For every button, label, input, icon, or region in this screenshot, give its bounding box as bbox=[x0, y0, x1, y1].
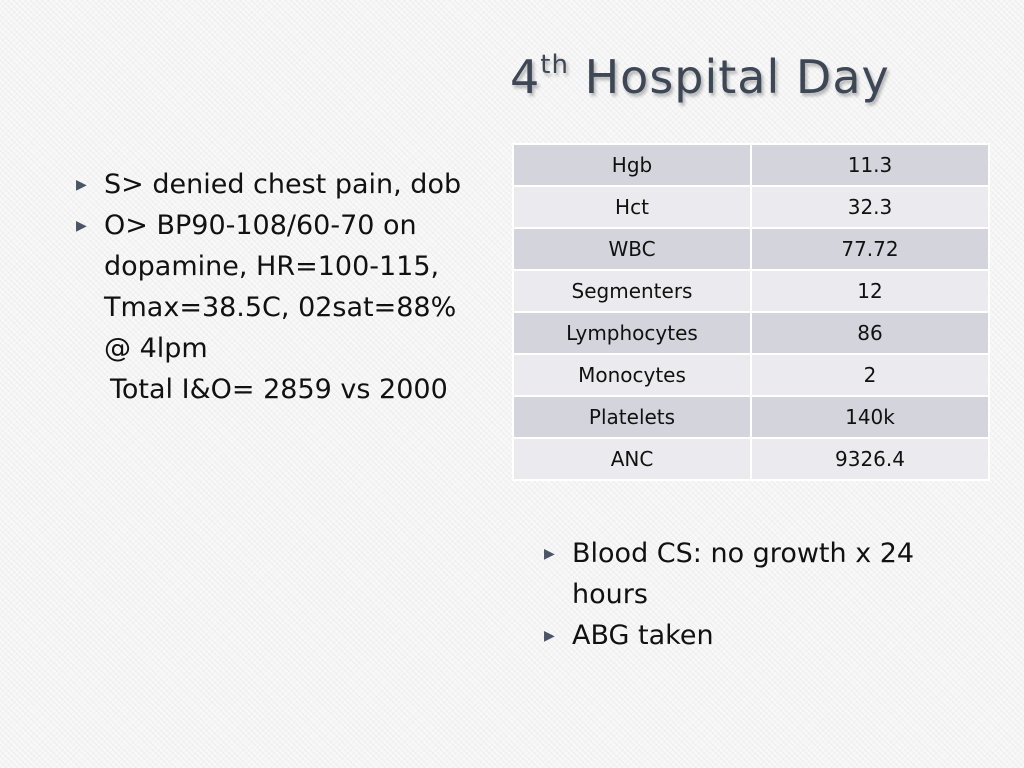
lab-value-cell: 77.72 bbox=[751, 228, 989, 270]
triangle-right-icon: ▶ bbox=[76, 177, 87, 193]
lab-value-cell: 2 bbox=[751, 354, 989, 396]
slide-title bbox=[510, 50, 890, 104]
lab-name-cell: Hgb bbox=[513, 144, 751, 186]
lab-name-cell: Monocytes bbox=[513, 354, 751, 396]
title-number: 4 bbox=[510, 50, 541, 104]
table-row bbox=[513, 270, 989, 312]
lab-value-cell: 9326.4 bbox=[751, 438, 989, 480]
lab-name-cell: Hct bbox=[513, 186, 751, 228]
table-row bbox=[513, 354, 989, 396]
bullet-text: ABG taken bbox=[572, 620, 714, 651]
table-row bbox=[513, 144, 989, 186]
left-bullet-list bbox=[76, 164, 476, 410]
table-row bbox=[513, 186, 989, 228]
lab-value-cell: 11.3 bbox=[751, 144, 989, 186]
lab-results-table bbox=[512, 143, 990, 481]
lab-value-cell: 12 bbox=[751, 270, 989, 312]
title-text: Hospital Day bbox=[584, 50, 890, 104]
triangle-right-icon: ▶ bbox=[544, 628, 555, 644]
title-superscript: th bbox=[540, 49, 569, 80]
lab-name-cell: Lymphocytes bbox=[513, 312, 751, 354]
lab-value-cell: 86 bbox=[751, 312, 989, 354]
lab-name-cell: Segmenters bbox=[513, 270, 751, 312]
lab-name-cell: ANC bbox=[513, 438, 751, 480]
table-row bbox=[513, 228, 989, 270]
triangle-right-icon: ▶ bbox=[544, 546, 555, 562]
bullet-blood-culture bbox=[544, 533, 984, 615]
table-row bbox=[513, 312, 989, 354]
lab-name-cell: WBC bbox=[513, 228, 751, 270]
bullet-abg bbox=[544, 615, 984, 656]
bullet-text: S> denied chest pain, dob bbox=[104, 169, 462, 200]
bullet-continuation-intake-output: Total I&O= 2859 vs 2000 bbox=[110, 374, 448, 405]
right-bullet-list bbox=[544, 533, 984, 656]
bullet-objective bbox=[76, 205, 476, 369]
table-row bbox=[513, 438, 989, 480]
lab-name-cell: Platelets bbox=[513, 396, 751, 438]
triangle-right-icon: ▶ bbox=[76, 218, 87, 234]
lab-value-cell: 32.3 bbox=[751, 186, 989, 228]
bullet-text: Blood CS: no growth x 24 hours bbox=[572, 538, 915, 610]
lab-value-cell: 140k bbox=[751, 396, 989, 438]
bullet-text: O> BP90-108/60-70 on dopamine, HR=100-115, Tmax=38.5C, 02sat=88% @ 4lpm bbox=[104, 210, 457, 364]
table-row bbox=[513, 396, 989, 438]
bullet-subjective bbox=[76, 164, 476, 205]
